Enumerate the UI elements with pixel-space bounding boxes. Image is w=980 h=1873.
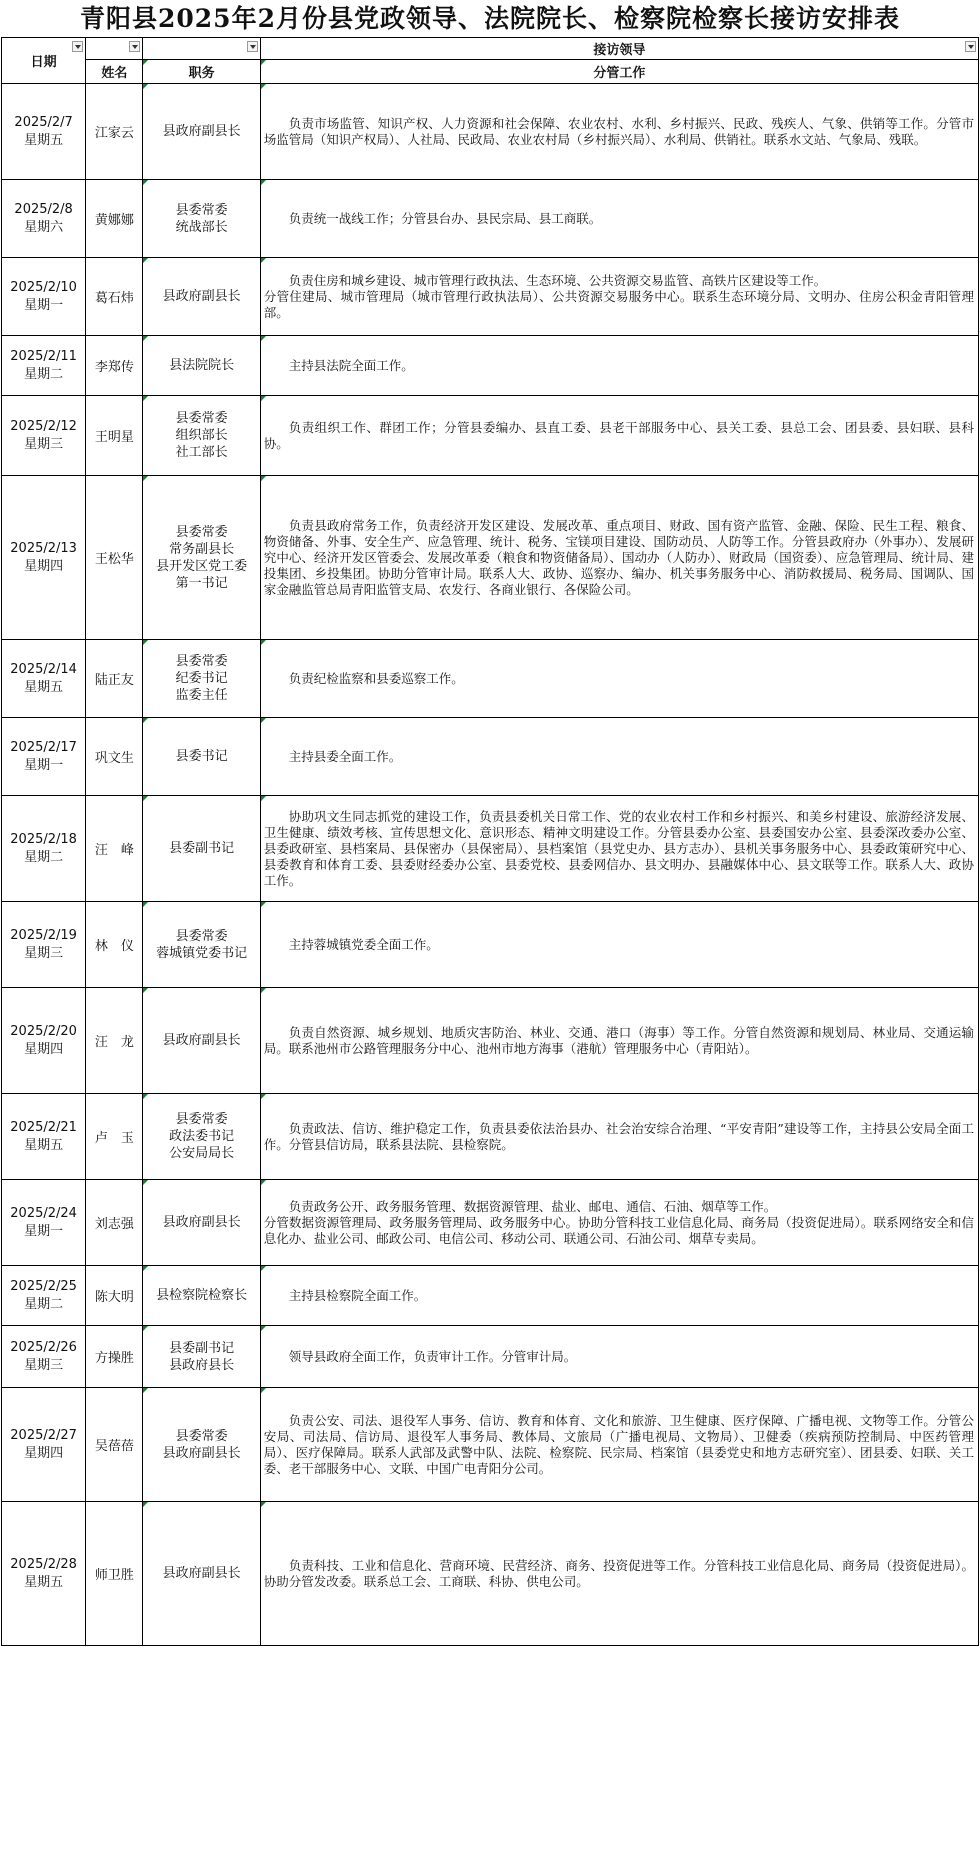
date-value: 2025/2/18: [10, 831, 77, 847]
work-scope-text: 负责县政府常务工作，负责经济开发区建设、发展改革、重点项目、财政、国有资产监管、金融、保险、民生工程、粮食、物资储备、外事、安全生产、应急管理、统计、税务、宝镁项目建设、国防动员、人防等工作。分管县政府办（外事办）、发展研究中心、经济开发区管委会、发展改革委（粮食和物资储备局）、国动办（人防办）、财政局（国资委）、应急管理局、统计局、建投集团、乡投集团。协助分管审计局。联系人大、政协、巡察办、编办、机关事务服务中心、消防救援局、税务局、国调队、国家金融监管总局青阳监管支局、农发行、各商业银行、各保险公司。: [263, 517, 974, 597]
date-value: 2025/2/14: [10, 661, 77, 677]
date-cell[interactable]: [2, 396, 86, 476]
date-value: 2025/2/21: [10, 1119, 77, 1135]
position-cell[interactable]: [143, 476, 260, 640]
work-scope-cell[interactable]: [260, 84, 978, 180]
position-line: 县政府县长: [169, 1357, 235, 1373]
date-value: 2025/2/17: [10, 739, 77, 755]
position-line: 县委副书记: [169, 1340, 235, 1356]
work-scope-text: 负责自然资源、城乡规划、地质灾害防治、林业、交通、港口（海事）等工作。分管自然资源和规划局、林业局、交通运输局。联系池州市公路管理服务分中心、池州市地方海事（港航）管理服务中心（青阳站）。: [263, 1024, 974, 1056]
header-date: [2, 38, 86, 84]
table-row: [2, 1502, 979, 1646]
weekday-value: 星期一: [24, 757, 64, 773]
position-line: 县开发区党工委: [156, 558, 248, 574]
table-row: [2, 1180, 979, 1266]
position-cell[interactable]: [143, 1388, 260, 1502]
date-cell[interactable]: [2, 336, 86, 396]
date-cell[interactable]: [2, 180, 86, 258]
position-line: 公安局局长: [169, 1146, 235, 1161]
work-scope-cell[interactable]: [260, 1326, 978, 1388]
position-line: 县政府副县长: [162, 124, 241, 139]
position-line: 县委常委: [175, 1428, 228, 1444]
position-line: 县委常委: [175, 1112, 228, 1127]
date-value: 2025/2/7: [14, 114, 73, 130]
position-line: 县政府副县长: [162, 1033, 241, 1048]
position-line: 监委主任: [175, 688, 228, 703]
leader-name-cell[interactable]: 卢 玉: [86, 1094, 143, 1180]
header-work: 分管工作: [260, 60, 978, 84]
position-cell[interactable]: [143, 902, 260, 988]
filter-dropdown-work[interactable]: [965, 41, 976, 52]
leader-name-cell[interactable]: 黄娜娜: [86, 180, 143, 258]
position-line: 政法委书记: [169, 1129, 235, 1144]
date-cell[interactable]: [2, 1180, 86, 1266]
position-cell[interactable]: [143, 988, 260, 1094]
leader-name-cell[interactable]: 王明星: [86, 396, 143, 476]
position-line: 县委常委: [175, 524, 228, 540]
weekday-value: 星期五: [24, 132, 64, 148]
date-cell[interactable]: [2, 1388, 86, 1502]
date-value: 2025/2/26: [10, 1339, 77, 1355]
work-scope-cell[interactable]: [260, 476, 978, 640]
leader-name-cell[interactable]: 方操胜: [86, 1326, 143, 1388]
weekday-value: 星期五: [24, 1574, 64, 1590]
work-scope-cell[interactable]: [260, 1266, 978, 1326]
work-scope-cell[interactable]: [260, 902, 978, 988]
header-date-label: 日期: [30, 55, 57, 70]
table-row: [2, 396, 979, 476]
date-cell[interactable]: [2, 1266, 86, 1326]
weekday-value: 星期一: [24, 297, 64, 313]
work-scope-cell[interactable]: [260, 1502, 978, 1646]
weekday-value: 星期四: [24, 1445, 64, 1461]
leader-name-cell[interactable]: 刘志强: [86, 1180, 143, 1266]
table-row: [2, 84, 979, 180]
date-value: 2025/2/28: [10, 1556, 77, 1572]
work-scope-text: 负责统一战线工作；分管县台办、县民宗局、县工商联。: [288, 210, 602, 226]
header-blank-name: [86, 38, 143, 60]
weekday-value: 星期六: [24, 219, 64, 235]
work-scope-cell[interactable]: [260, 988, 978, 1094]
work-scope-cell[interactable]: [260, 396, 978, 476]
work-scope-cell[interactable]: [260, 1388, 978, 1502]
leader-name-cell[interactable]: 巩文生: [86, 718, 143, 796]
date-value: 2025/2/24: [10, 1205, 77, 1221]
position-line: 县委副书记: [169, 841, 235, 856]
position-cell[interactable]: [143, 1094, 260, 1180]
work-scope-cell[interactable]: [260, 1180, 978, 1266]
work-scope-cell[interactable]: [260, 640, 978, 718]
table-row: [2, 180, 979, 258]
weekday-value: 星期四: [24, 1041, 64, 1057]
date-value: 2025/2/10: [10, 279, 77, 295]
header-leader-group: [260, 38, 978, 60]
work-scope-cell[interactable]: [260, 336, 978, 396]
date-cell[interactable]: [2, 640, 86, 718]
work-scope-text: 分管数据资源管理局、政务服务管理局、政务服务中心。协助分管科技工业信息化局、商务局（投资促进局）。联系网络安全和信息化办、盐业公司、邮政公司、电信公司、移动公司、联通公司、石油公司、烟草专卖局。: [263, 1214, 974, 1246]
table-row: [2, 988, 979, 1094]
weekday-value: 星期二: [24, 849, 64, 865]
date-cell[interactable]: [2, 1094, 86, 1180]
table-row: [2, 796, 979, 902]
leader-name-cell[interactable]: 汪 峰: [86, 796, 143, 902]
date-value: 2025/2/11: [10, 348, 77, 364]
position-line: 纪委书记: [175, 671, 228, 686]
header-leader-group-label: 接访领导: [593, 43, 646, 58]
position-cell[interactable]: [143, 640, 260, 718]
work-scope-text: 负责组织工作、群团工作；分管县委编办、县直工委、县老干部服务中心、县关工委、县总工会、团县委、县妇联、县科协。: [263, 419, 974, 451]
table-row: [2, 476, 979, 640]
table-row: [2, 1094, 979, 1180]
position-line: 统战部长: [175, 219, 228, 235]
table-row: [2, 258, 979, 336]
position-line: 县委常委: [175, 654, 228, 669]
date-cell[interactable]: [2, 1502, 86, 1646]
leader-name-cell[interactable]: 李郑传: [86, 336, 143, 396]
table-row: [2, 1326, 979, 1388]
header-blank-position: [143, 38, 260, 60]
position-cell[interactable]: [143, 1502, 260, 1646]
position-line: 组织部长: [175, 428, 228, 443]
filter-dropdown-position[interactable]: [247, 41, 258, 52]
weekday-value: 星期一: [24, 1223, 64, 1239]
date-value: 2025/2/25: [10, 1278, 77, 1294]
position-cell[interactable]: [143, 1180, 260, 1266]
work-scope-text: 主持县法院全面工作。: [288, 357, 414, 373]
table-row: [2, 640, 979, 718]
leader-name-cell[interactable]: 王松华: [86, 476, 143, 640]
date-cell[interactable]: [2, 258, 86, 336]
position-line: 蓉城镇党委书记: [156, 945, 248, 961]
work-scope-cell[interactable]: [260, 1094, 978, 1180]
position-line: 县政府副县长: [162, 1215, 241, 1230]
weekday-value: 星期三: [24, 1357, 64, 1373]
date-cell[interactable]: [2, 796, 86, 902]
work-scope-text: 负责市场监管、知识产权、人力资源和社会保障、农业农村、水利、乡村振兴、民政、残疾人、气象、供销等工作。分管市场监管局（知识产权局）、人社局、民政局、农业农村局（乡村振兴局）、水利局、供销社。联系水文站、气象局、残联。: [263, 115, 974, 147]
date-value: 2025/2/13: [10, 540, 77, 556]
position-line: 县委书记: [175, 749, 228, 764]
position-line: 常务副县长: [169, 541, 235, 557]
position-line: 县政府副县长: [162, 1445, 241, 1461]
position-line: 县委常委: [175, 928, 228, 944]
position-cell[interactable]: [143, 718, 260, 796]
position-line: 县检察院检察长: [156, 1288, 248, 1303]
weekday-value: 星期二: [24, 1296, 64, 1312]
work-scope-cell[interactable]: [260, 718, 978, 796]
weekday-value: 星期二: [24, 366, 64, 382]
leader-name-cell[interactable]: 汪 龙: [86, 988, 143, 1094]
date-value: 2025/2/27: [10, 1427, 77, 1443]
leader-name-cell[interactable]: 师卫胜: [86, 1502, 143, 1646]
table-row: [2, 718, 979, 796]
date-cell[interactable]: [2, 718, 86, 796]
table-row: [2, 1266, 979, 1326]
filter-dropdown-name[interactable]: [129, 41, 140, 52]
work-scope-text: 分管住建局、城市管理局（城市管理行政执法局）、公共资源交易服务中心。联系生态环境分局、文明办、住房公积金青阳管理部。: [263, 288, 974, 320]
work-scope-text: 领导县政府全面工作，负责审计工作。分管审计局。: [288, 1348, 577, 1364]
weekday-value: 星期五: [24, 1137, 64, 1153]
work-scope-cell[interactable]: [260, 796, 978, 902]
date-value: 2025/2/20: [10, 1023, 77, 1039]
weekday-value: 星期五: [24, 679, 64, 695]
work-scope-text: 负责政务公开、政务服务管理、数据资源管理、盐业、邮电、通信、石油、烟草等工作。: [288, 1198, 777, 1214]
leader-name-cell[interactable]: 葛石炜: [86, 258, 143, 336]
position-cell[interactable]: [143, 1326, 260, 1388]
date-cell[interactable]: [2, 988, 86, 1094]
position-line: 县政府副县长: [162, 289, 241, 304]
position-cell[interactable]: [143, 1266, 260, 1326]
work-scope-text: 主持蓉城镇党委全面工作。: [288, 936, 439, 952]
leader-name-cell[interactable]: 江家云: [86, 84, 143, 180]
leader-name-cell[interactable]: 陆正友: [86, 640, 143, 718]
position-line: 第一书记: [175, 575, 228, 591]
weekday-value: 星期四: [24, 558, 64, 574]
work-scope-text: 负责科技、工业和信息化、营商环境、民营经济、商务、投资促进等工作。分管科技工业信息化局、商务局（投资促进局）。协助分管发改委。联系总工会、工商联、科协、供电公司。: [263, 1557, 974, 1589]
work-scope-text: 负责公安、司法、退役军人事务、信访、教育和体育、文化和旅游、卫生健康、医疗保障、广播电视、文物等工作。分管公安局、司法局、信访局、退役军人事务局、教体局、文旅局（广播电视局、文物局）、卫健委（疾病预防控制局、中医药管理局）、医疗保障局。联系人武部及武警中队、法院、检察院、民宗局、档案馆（县委党史和地方志研究室）、团县委、妇联、关工委、老干部服务中心、文联、中国广电青阳分公司。: [263, 1412, 974, 1476]
table-row: [2, 1388, 979, 1502]
date-cell[interactable]: [2, 84, 86, 180]
date-cell[interactable]: [2, 1326, 86, 1388]
position-line: 县委常委: [175, 411, 228, 426]
page-title: 青阳县2025年2月份县党政领导、法院院长、检察院检察长接访安排表: [80, 4, 900, 33]
work-scope-text: 主持县委全面工作。: [288, 748, 402, 764]
position-line: 县法院院长: [169, 358, 235, 373]
schedule-table: [1, 37, 979, 1646]
leader-name-cell[interactable]: 陈大明: [86, 1266, 143, 1326]
position-cell[interactable]: [143, 336, 260, 396]
header-position: 职务: [143, 60, 260, 84]
position-line: 社工部长: [175, 445, 228, 460]
weekday-value: 星期三: [24, 945, 64, 961]
work-scope-text: 负责住房和城乡建设、城市管理行政执法、生态环境、公共资源交易监管、高铁片区建设等工作。: [288, 272, 827, 288]
filter-dropdown-date[interactable]: [72, 41, 83, 52]
leader-name-cell[interactable]: 林 仪: [86, 902, 143, 988]
work-scope-text: 主持县检察院全面工作。: [288, 1287, 427, 1303]
table-row: [2, 336, 979, 396]
leader-name-cell[interactable]: 吴蓓蓓: [86, 1388, 143, 1502]
position-line: 县政府副县长: [162, 1566, 241, 1581]
work-scope-text: 负责纪检监察和县委巡察工作。: [288, 670, 464, 686]
position-cell[interactable]: [143, 180, 260, 258]
position-cell[interactable]: [143, 796, 260, 902]
date-value: 2025/2/12: [10, 418, 77, 434]
position-cell[interactable]: [143, 258, 260, 336]
position-cell[interactable]: [143, 396, 260, 476]
work-scope-text: 协助巩文生同志抓党的建设工作，负责县委机关日常工作、党的农业农村工作和乡村振兴、和美乡村建设、旅游经济发展、卫生健康、绩效考核、宣传思想文化、意识形态、精神文明建设工作。分管县委办公室、县委国安办公室、县委深改委办公室、县委政研室、县档案局、县保密办（县保密局）、县档案馆（县党史办、县方志办）、县机关事务服务中心、县委政策研究中心、县委教育和体育工委、县委财经委办公室、县委党校、县委网信办、县文明办、县融媒体中心、县文联等工作。联系人大、政协工作。: [263, 808, 974, 888]
date-cell[interactable]: [2, 902, 86, 988]
work-scope-cell[interactable]: [260, 180, 978, 258]
position-line: 县委常委: [175, 202, 228, 218]
date-cell[interactable]: [2, 476, 86, 640]
weekday-value: 星期三: [24, 436, 64, 452]
header-name: 姓名: [86, 60, 143, 84]
table-row: [2, 902, 979, 988]
work-scope-text: 负责政法、信访、维护稳定工作，负责县委依法治县办、社会治安综合治理、“平安青阳”建设等工作，主持县公安局全面工作。分管县信访局，联系县法院、县检察院。: [263, 1120, 974, 1152]
position-cell[interactable]: [143, 84, 260, 180]
date-value: 2025/2/8: [14, 201, 73, 217]
date-value: 2025/2/19: [10, 927, 77, 943]
work-scope-cell[interactable]: [260, 258, 978, 336]
